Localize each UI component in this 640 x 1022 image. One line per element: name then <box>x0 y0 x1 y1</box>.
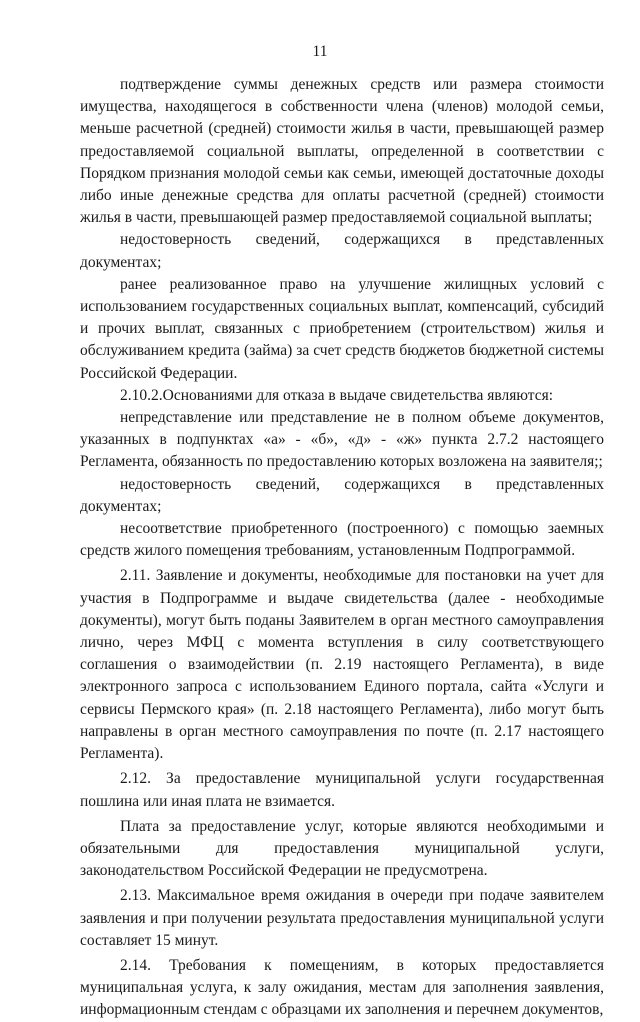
paragraph-false-information: недостоверность сведений, содержащихся в представленных документах; <box>80 231 604 271</box>
page-number: 11 <box>312 43 328 60</box>
paragraph-2-12: 2.12. За предоставление муниципальной услуги государственная пошлина или иная плата не взимается. <box>80 770 604 810</box>
paragraph-housing-noncompliance: несоответствие приобретенного (построенного) с помощью заемных средств жилого помещения требованиям, установленным Подпрограммой. <box>80 520 604 560</box>
paragraph-2-14: 2.14. Требования к помещениям, в которых предоставляется муниципальная услуга, к залу ожидания, местам для заполнения заявления, информационным стендам с образцами их заполнения и перечнем документов, <box>80 956 604 1019</box>
paragraph-incomplete-documents: непредставление или представление не в полном объеме документов, указанных в подпунктах «а» - «б», «д» - «ж» пункта 2.7.2 настоящего Регламента, обязанность по предоставлению которых возложена на заявителя;; <box>80 409 604 471</box>
paragraph-service-fee: Плата за предоставление услуг, которые являются необходимыми и обязательными для предоставления муниципальной услуги, законодательством Российской Федерации не предусмотрена. <box>80 817 604 880</box>
paragraph-proof-of-funds: подтверждение суммы денежных средств или размера стоимости имущества, находящегося в собственности члена (членов) молодой семьи, меньше расчетной (средней) стоимости жилья в части, превышающей размер предоставляемой социальной выплаты, определенной в соответствии с Порядком признания молодой семьи как семьи, имеющей достаточные доходы либо иные денежные средства для оплаты расчетной (средней) стоимости жилья в части, превышающей размер предоставляемой социальной выплаты; <box>80 76 604 227</box>
paragraph-2-11: 2.11. Заявление и документы, необходимые для постановки на учет для участия в Подпрограмме и выдаче свидетельства (далее - необходимые документы), могут быть поданы Заявителем в орган местного самоуправления лично, через МФЦ с момента вступления в силу соответствующего соглашения о взаимодействии (п. 2.19 настоящего Регламента), в виде электронного запроса с использованием Единого портала, сайта «Услуги и сервисы Пермского края» (п. 2.18 настоящего Регламента), либо могут быть направлены в орган местного самоуправления по почте (п. 2.17 настоящего Регламента). <box>80 567 604 763</box>
paragraph-2-10-2: 2.10.2.Основаниями для отказа в выдаче свидетельства являются: <box>120 386 554 404</box>
paragraph-previous-right: ранее реализованное право на улучшение жилищных условий с использованием государственных социальных выплат, компенсаций, субсидий и прочих выплат, связанных с приобретением (строительством) жилья и обслуживанием кредита (займа) за счет средств бюджетов бюджетной системы Российской Федерации. <box>80 275 604 382</box>
paragraph-2-13: 2.13. Максимальное время ожидания в очереди при подаче заявителем заявления и при получении результата предоставления муниципальной услуги составляет 15 минут. <box>80 887 604 949</box>
document-body <box>80 74 604 1022</box>
paragraph-false-information-2: недостоверность сведений, содержащихся в представленных документах; <box>80 475 604 515</box>
